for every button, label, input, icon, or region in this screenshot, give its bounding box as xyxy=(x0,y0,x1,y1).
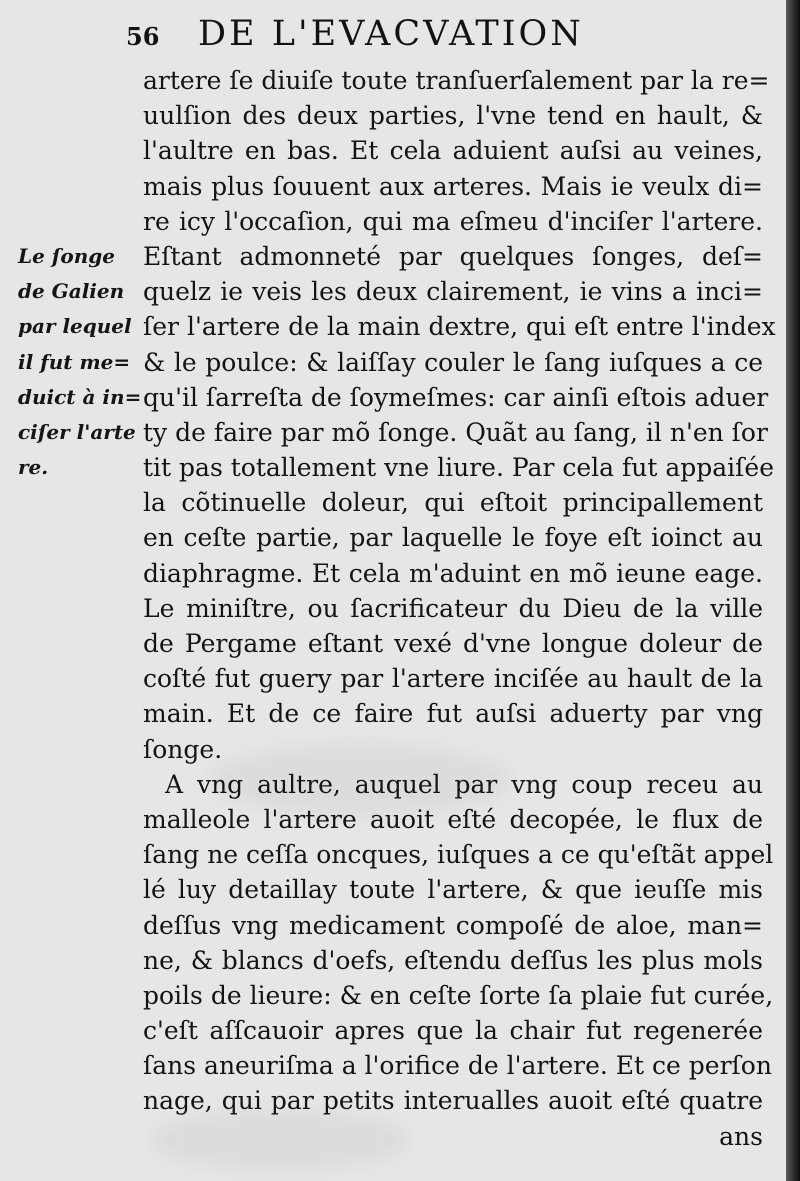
text-line: la cõtinuelle doleur, qui eſtoit principallement xyxy=(143,488,763,518)
text-line: nage, qui par petits interualles auoit eſté quatre xyxy=(143,1086,763,1116)
text-line: ſang ne ceſſa oncques, iuſques a ce qu'eſtãt appel xyxy=(143,840,774,870)
margin-note-line: ciſer l'arte xyxy=(18,419,136,444)
text-line: l'aultre en bas. Et cela aduient auſsi au veines, xyxy=(143,136,763,166)
text-line: re icy l'occaſion, qui ma eſmeu d'inciſer l'artere. xyxy=(143,206,763,236)
body-text xyxy=(143,63,776,1154)
margin-note-line: de Galien xyxy=(18,279,125,304)
text-line: coſté fut guery par l'artere inciſée au hault de la xyxy=(143,664,763,694)
catchword: ans xyxy=(719,1121,763,1151)
margin-note-line: duict à in= xyxy=(18,384,142,409)
text-line: A vng aultre, auquel par vng coup receu au xyxy=(165,769,763,799)
margin-note-line: par lequel xyxy=(18,314,132,339)
text-line: poils de lieure: & en ceſte ſorte ſa plaie fut curée, xyxy=(143,980,774,1010)
text-line: mais plus ſouuent aux arteres. Mais ie veulx di= xyxy=(143,171,763,201)
page-header xyxy=(126,14,766,58)
text-line: uulſion des deux parties, l'vne tend en hault, & xyxy=(143,101,763,131)
text-line: artere ſe diuiſe toute tranſuerſalement par la re= xyxy=(143,66,770,95)
margin-note-line: re. xyxy=(18,455,49,480)
text-line: c'eſt aſſcauoir apres que la chair fut regenerée xyxy=(143,1016,763,1046)
text-line: ne, & blancs d'oefs, eſtendu deſſus les plus mols xyxy=(143,945,763,975)
text-line: deſſus vng medicament compoſé de aloe, man= xyxy=(143,910,763,940)
text-line: & le poulce: & laiſſay couler le ſang iuſques a ce xyxy=(143,347,763,377)
text-line: en ceſte partie, par laquelle le foye eſt ioinct au xyxy=(143,523,763,553)
text-line: lé luy detaillay toute l'artere, & que ieuſſe mis xyxy=(143,875,763,905)
text-line: qu'il ſarreſta de ſoymeſmes: car ainſi eſtois aduer xyxy=(143,382,769,412)
text-line: de Pergame eſtant vexé d'vne longue doleur de xyxy=(143,629,763,658)
text-line: malleole l'artere auoit eſté decopée, le flux de xyxy=(143,804,763,834)
text-line: ſonge. xyxy=(143,734,223,764)
page-number: 56 xyxy=(126,22,160,51)
text-line: main. Et de ce faire fut auſsi aduerty par vng xyxy=(143,699,763,729)
book-gutter-edge xyxy=(786,0,800,1181)
text-line: Eſtant admonneté par quelques ſonges, deſ= xyxy=(143,241,763,271)
text-line: diaphragme. Et cela m'aduint en mõ ieune eage. xyxy=(143,558,763,588)
running-title: DE L'EVACVATION xyxy=(198,14,584,54)
margin-note-line: Le ſonge xyxy=(18,244,115,268)
text-line: quelz ie veis les deux clairement, ie vins a inci= xyxy=(143,277,763,307)
text-line: ty de faire par mõ ſonge. Quãt au ſang, il n'en ſor xyxy=(143,417,768,447)
text-line: ſer l'artere de la main dextre, qui eſt entre l'index xyxy=(143,312,776,342)
text-line: Le miniſtre, ou ſacrificateur du Dieu de la ville xyxy=(143,593,763,623)
text-line: ſans aneuriſma a l'orifice de l'artere. Et ce perſon xyxy=(143,1051,772,1081)
marginal-note xyxy=(18,239,142,485)
text-line: tit pas totallement vne liure. Par cela fut appaiſée xyxy=(143,453,774,483)
margin-note-line: il fut me= xyxy=(18,349,131,374)
